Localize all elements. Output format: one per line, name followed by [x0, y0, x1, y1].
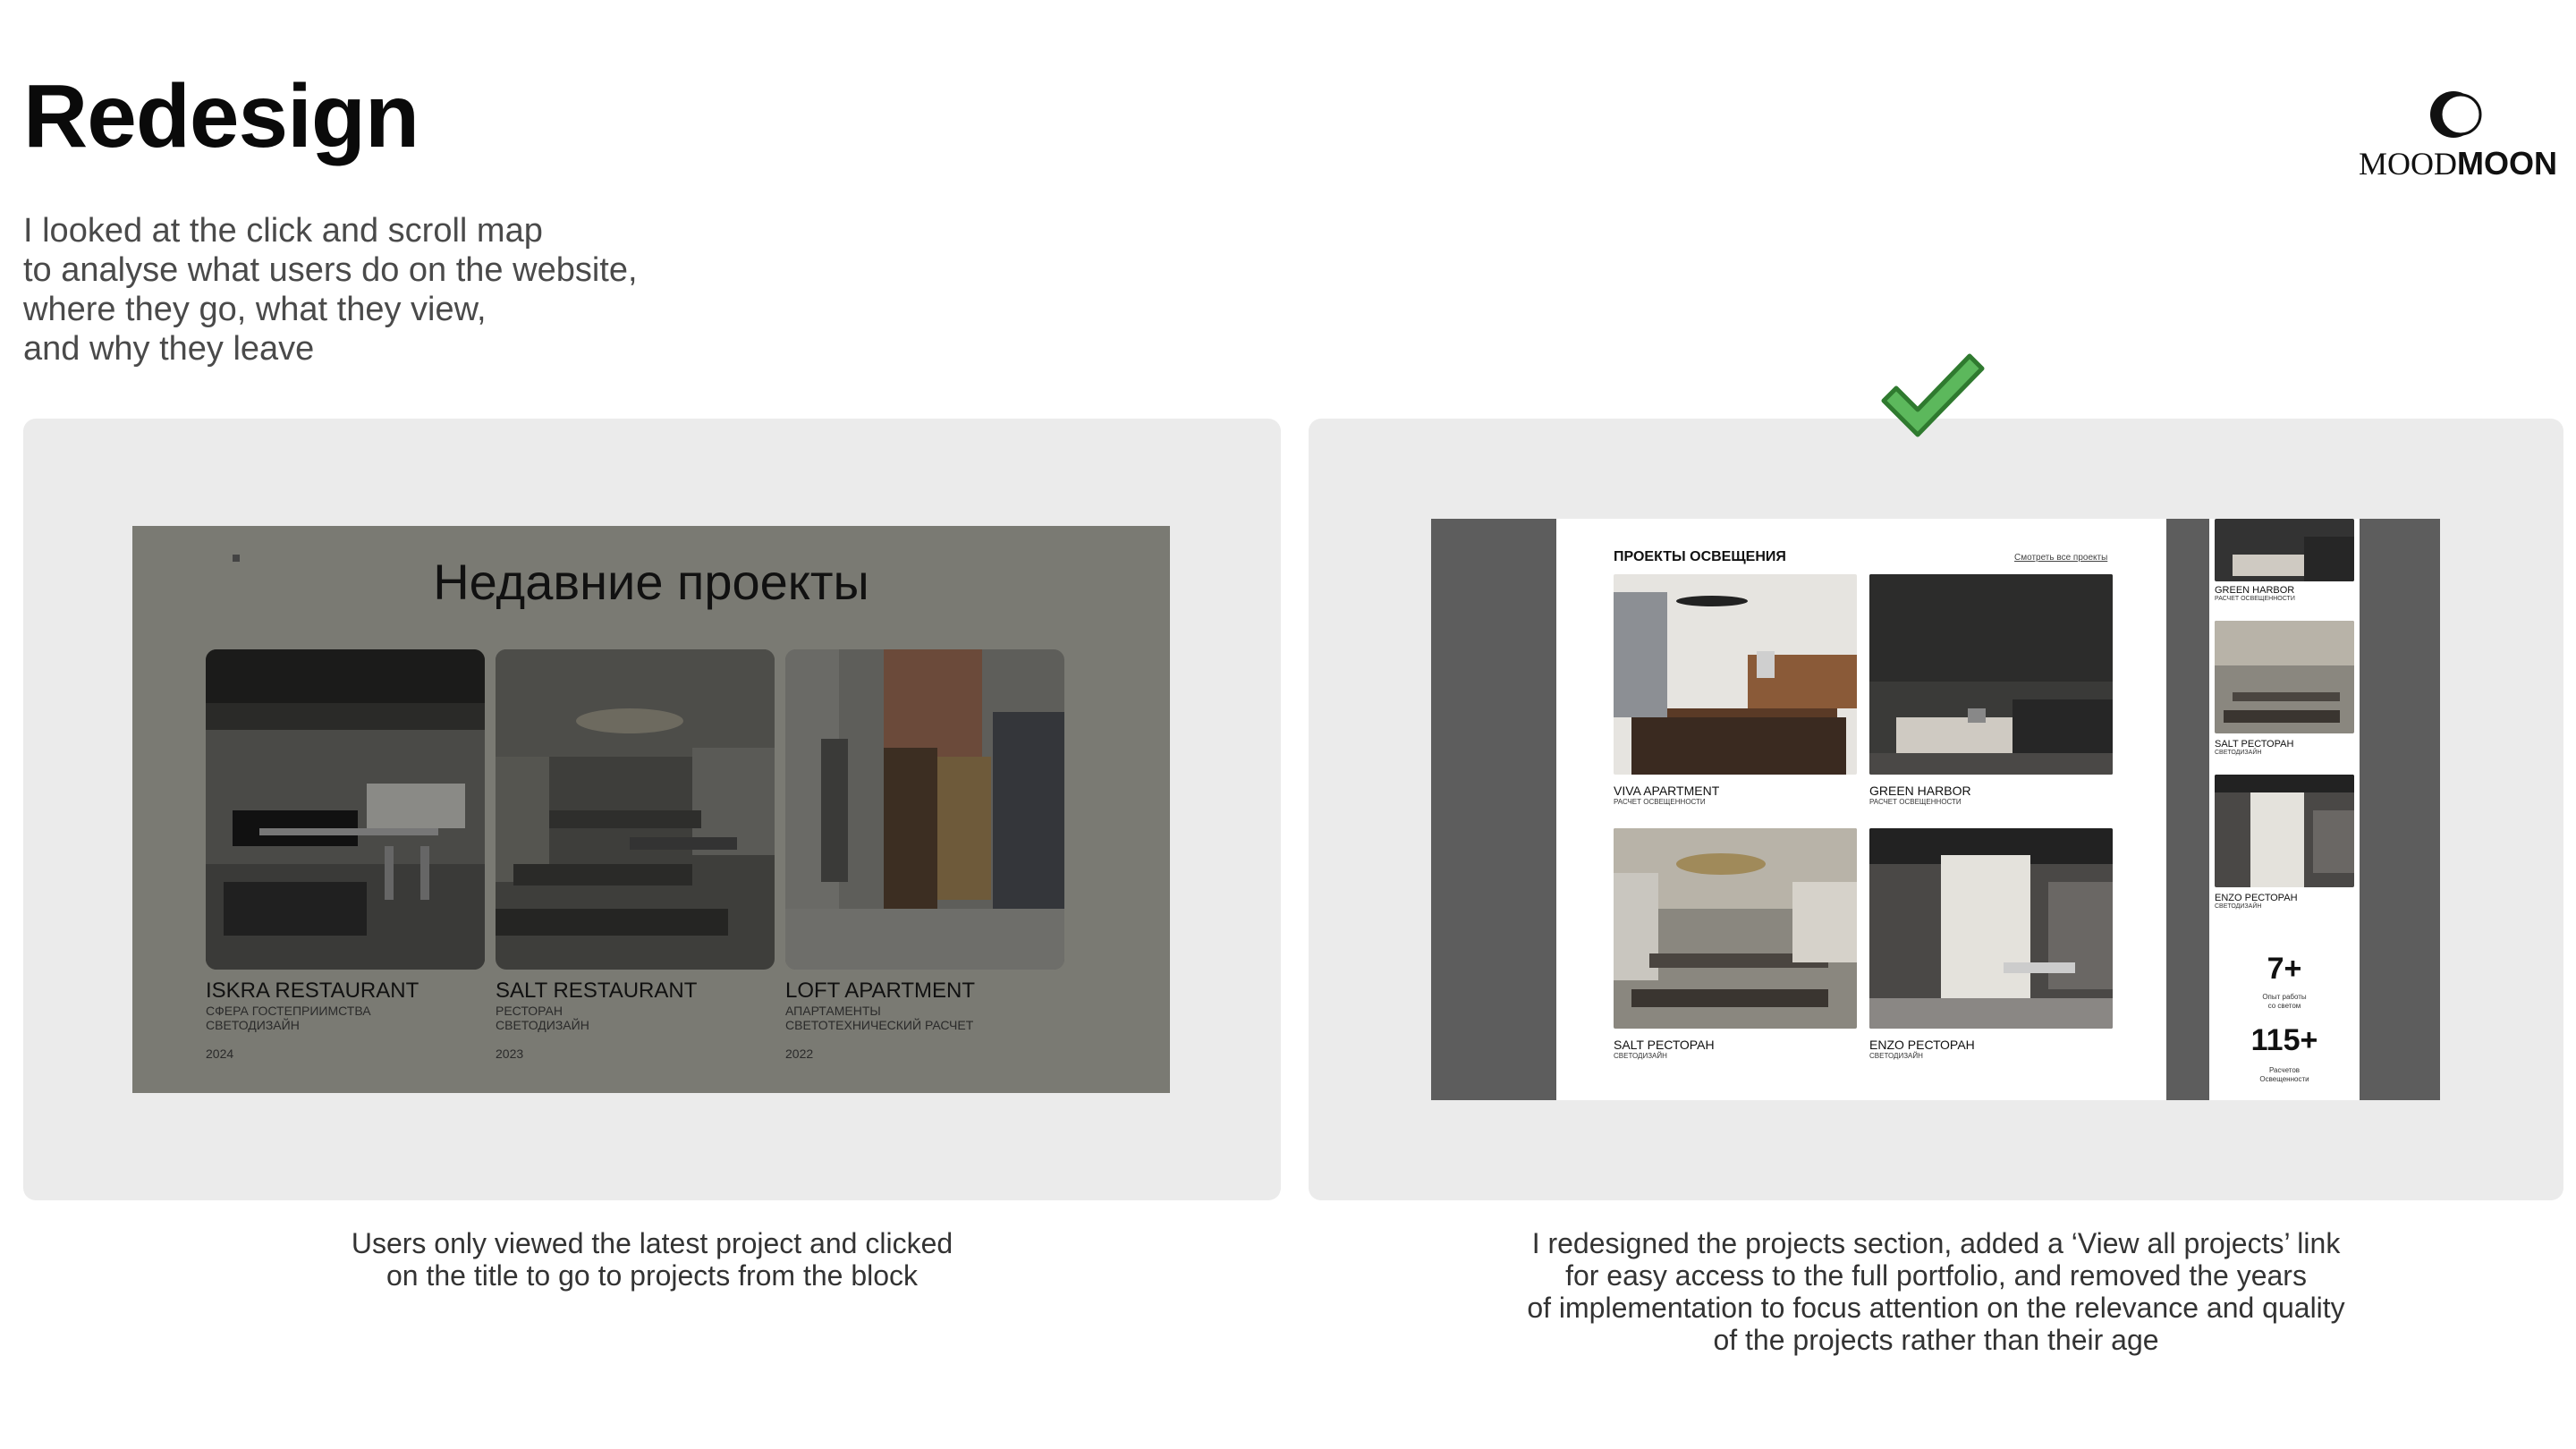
project-service: СВЕТОДИЗАЙН — [206, 1018, 300, 1032]
new-projects-screenshot — [1431, 519, 2440, 1100]
new-project-caption — [1869, 784, 1971, 806]
project-service: СВЕТОДИЗАЙН — [2215, 903, 2262, 910]
project-service: СВЕТОДИЗАЙН — [1614, 1052, 1667, 1060]
caption-line: Users only viewed the latest project and clicked — [351, 1227, 953, 1259]
project-image-salt[interactable] — [1614, 828, 1857, 1029]
caption-line: on the title to go to projects from the block — [386, 1259, 919, 1292]
logo-text-light: MOOD — [2358, 146, 2457, 182]
intro-text — [23, 211, 638, 369]
new-project-caption — [1614, 784, 1719, 806]
mobile-image-green-harbor[interactable] — [2215, 519, 2354, 581]
mobile-image-enzo[interactable] — [2215, 775, 2354, 887]
project-service: СВЕТОДИЗАЙН — [1869, 1052, 1923, 1060]
logo-text-bold: MOON — [2457, 145, 2557, 182]
page-title: Redesign — [23, 66, 419, 166]
stat-label: Расчетов — [2268, 1066, 2301, 1074]
mobile-preview — [2209, 519, 2360, 1100]
view-all-projects-link[interactable]: Смотреть все проекты — [2014, 553, 2108, 563]
project-image-viva[interactable] — [1614, 574, 1857, 775]
project-name[interactable]: SALT РЕСТОРАН — [2215, 739, 2294, 750]
intro-line: where they go, what they view, — [23, 291, 487, 328]
project-image-salt[interactable] — [496, 649, 775, 970]
moodmoon-logo — [2352, 89, 2563, 182]
old-section-heading[interactable]: Недавние проекты — [433, 554, 869, 610]
project-service: РАСЧЕТ ОСВЕЩЕННОСТИ — [1869, 798, 1962, 806]
old-design-caption — [23, 1227, 1281, 1292]
project-image-iskra[interactable] — [206, 649, 485, 970]
intro-line: and why they leave — [23, 330, 315, 368]
project-service: РАСЧЕТ ОСВЕЩЕННОСТИ — [1614, 798, 1706, 806]
intro-line: to analyse what users do on the website, — [23, 251, 638, 289]
mobile-project-caption — [2215, 893, 2298, 910]
intro-line: I looked at the click and scroll map — [23, 212, 543, 250]
project-year: 2022 — [785, 1046, 814, 1061]
caption-line: I redesigned the projects section, added a ‘View all projects’ link — [1531, 1227, 2341, 1259]
project-name[interactable]: GREEN HARBOR — [1869, 784, 1971, 798]
project-category: РЕСТОРАН — [496, 1004, 563, 1018]
project-name[interactable]: ISKRA RESTAURANT — [206, 979, 419, 1003]
crescent-moon-icon — [2427, 89, 2489, 140]
project-category: СФЕРА ГОСТЕПРИИМСТВА — [206, 1004, 371, 1018]
logo-text — [2352, 145, 2563, 182]
stat-value: 115+ — [2250, 1023, 2318, 1057]
new-section-heading: ПРОЕКТЫ ОСВЕЩЕНИЯ — [1614, 549, 1786, 564]
project-image-enzo[interactable] — [1869, 828, 2113, 1029]
project-service: СВЕТОДИЗАЙН — [496, 1018, 589, 1032]
new-design-caption — [1309, 1227, 2563, 1356]
desktop-preview — [1556, 519, 2166, 1100]
caption-line: of the projects rather than their age — [1713, 1324, 2159, 1356]
project-name[interactable]: LOFT APARTMENT — [785, 979, 976, 1003]
old-project-caption — [496, 979, 697, 1061]
stat-label: Опыт работы — [2262, 993, 2307, 1001]
project-category: АПАРТАМЕНТЫ — [785, 1004, 881, 1018]
mobile-project-caption — [2215, 585, 2295, 602]
old-project-caption — [206, 979, 419, 1061]
stat-label: Освещенности — [2259, 1075, 2309, 1083]
check-mark-icon — [1877, 349, 1987, 442]
project-name[interactable]: ENZO РЕСТОРАН — [1869, 1038, 1975, 1052]
old-projects-screenshot — [132, 526, 1170, 1093]
stat-label: со светом — [2267, 1002, 2301, 1010]
project-name[interactable]: GREEN HARBOR — [2215, 585, 2295, 596]
caption-line: for easy access to the full portfolio, and removed the years — [1565, 1259, 2307, 1292]
project-year: 2024 — [206, 1046, 234, 1061]
project-name[interactable]: ENZO РЕСТОРАН — [2215, 893, 2298, 903]
old-project-caption — [785, 979, 975, 1061]
new-project-caption — [1869, 1038, 1975, 1060]
project-image-loft[interactable] — [785, 649, 1064, 970]
mobile-project-caption — [2215, 739, 2293, 756]
caption-line: of implementation to focus attention on the relevance and quality — [1527, 1292, 2345, 1324]
mobile-image-salt[interactable] — [2215, 621, 2354, 733]
project-image-green-harbor[interactable] — [1869, 574, 2113, 775]
project-name[interactable]: VIVA APARTMENT — [1614, 784, 1720, 798]
project-service: СВЕТОТЕХНИЧЕСКИЙ РАСЧЕТ — [785, 1018, 974, 1032]
project-service: РАСЧЕТ ОСВЕЩЕННОСТИ — [2215, 596, 2295, 602]
project-name[interactable]: SALT РЕСТОРАН — [1614, 1038, 1715, 1052]
project-service: СВЕТОДИЗАЙН — [2215, 750, 2262, 756]
project-name[interactable]: SALT RESTAURANT — [496, 979, 698, 1003]
new-project-caption — [1614, 1038, 1715, 1060]
project-year: 2023 — [496, 1046, 524, 1061]
stat-value: 7+ — [2267, 952, 2302, 986]
